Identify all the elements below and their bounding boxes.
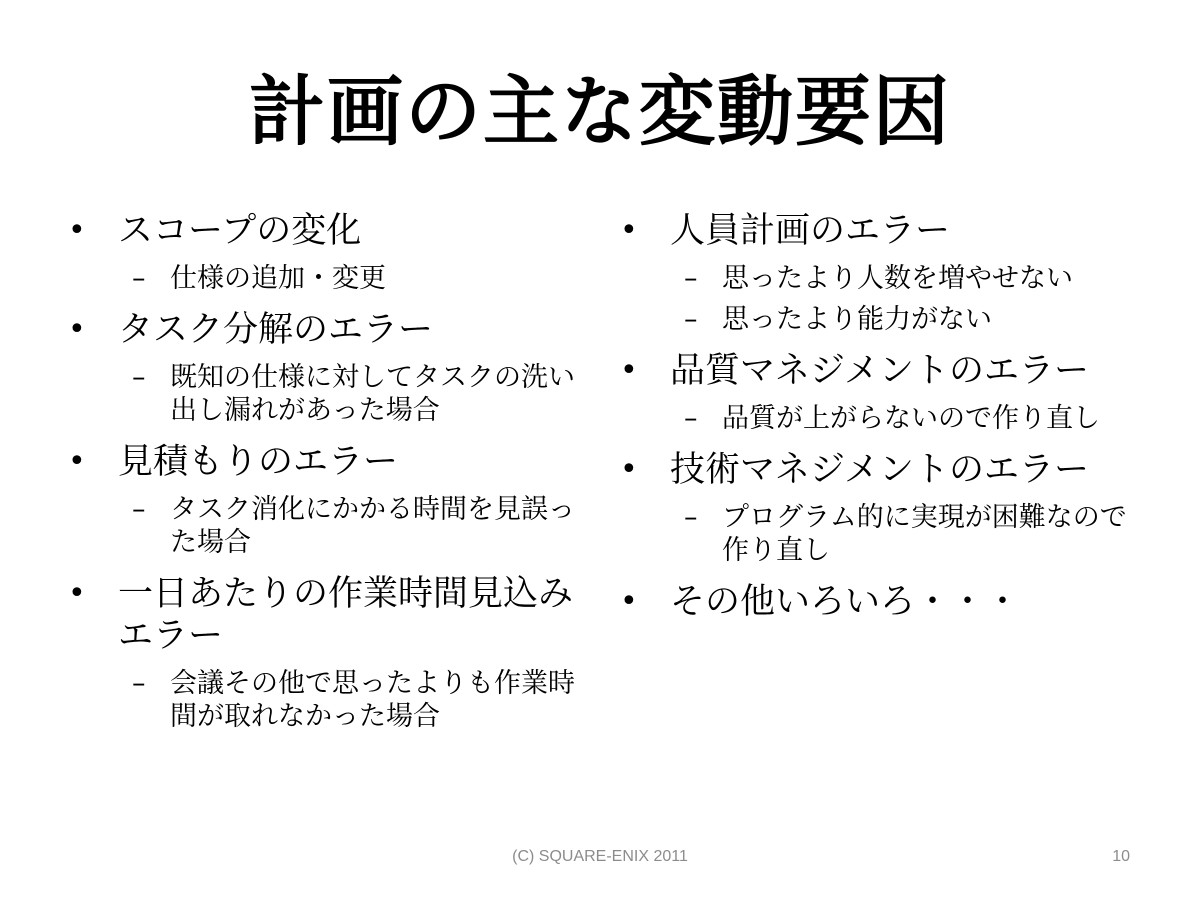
dash-icon: – — [132, 494, 146, 525]
bullet-icon: • — [68, 213, 86, 248]
sub-item — [620, 303, 1150, 336]
bullet-icon: • — [620, 353, 638, 388]
bullet-item — [620, 449, 1150, 491]
bullet-item — [68, 441, 588, 483]
bullet-text: 人員計画のエラー — [670, 211, 951, 251]
bullet-text: 一日あたりの作業時間見込みエラー — [118, 574, 574, 656]
bullet-icon: • — [620, 213, 638, 248]
dash-icon: – — [684, 304, 698, 335]
page-number: 10 — [1112, 848, 1130, 865]
sub-item — [68, 667, 588, 733]
dash-icon: – — [684, 263, 698, 294]
slide-title: 計画の主な変動要因 — [249, 67, 951, 156]
sub-item — [68, 493, 588, 559]
sub-text: タスク消化にかかる時間を見誤った場合 — [170, 494, 575, 558]
left-column — [68, 210, 588, 747]
bullet-icon: • — [68, 576, 86, 611]
bullet-item — [620, 210, 1150, 252]
sub-item — [620, 501, 1150, 567]
bullet-text: その他いろいろ・・・ — [670, 582, 1021, 622]
sub-text: プログラム的に実現が困難なので作り直し — [722, 502, 1127, 566]
bullet-item — [68, 210, 588, 252]
dash-icon: – — [132, 362, 146, 393]
sub-item — [620, 402, 1150, 435]
bullet-item — [68, 573, 588, 657]
dash-icon: – — [132, 263, 146, 294]
sub-item — [620, 262, 1150, 295]
dash-icon: – — [684, 403, 698, 434]
bullet-text: 見積もりのエラー — [118, 442, 399, 482]
dash-icon: – — [132, 668, 146, 699]
bullet-icon: • — [68, 312, 86, 347]
sub-text: 既知の仕様に対してタスクの洗い出し漏れがあった場合 — [170, 362, 575, 426]
sub-text: 仕様の追加・変更 — [170, 263, 386, 294]
bullet-icon: • — [620, 584, 638, 619]
sub-item — [68, 361, 588, 427]
bullet-text: スコープの変化 — [118, 211, 362, 251]
sub-text: 思ったより人数を増やせない — [722, 263, 1073, 294]
bullet-text: タスク分解のエラー — [118, 310, 434, 350]
sub-text: 会議その他で思ったよりも作業時間が取れなかった場合 — [170, 668, 575, 732]
bullet-text: 技術マネジメントのエラー — [670, 450, 1089, 490]
bullet-icon: • — [620, 452, 638, 487]
right-column — [620, 210, 1150, 633]
bullet-item — [620, 350, 1150, 392]
sub-text: 思ったより能力がない — [722, 304, 992, 335]
bullet-item — [620, 581, 1150, 623]
sub-item — [68, 262, 588, 295]
bullet-text: 品質マネジメントのエラー — [670, 351, 1089, 391]
bullet-item — [68, 309, 588, 351]
dash-icon: – — [684, 502, 698, 533]
footer-copyright: (C) SQUARE-ENIX 2011 — [512, 848, 688, 865]
sub-text: 品質が上がらないので作り直し — [722, 403, 1100, 434]
bullet-icon: • — [68, 444, 86, 479]
